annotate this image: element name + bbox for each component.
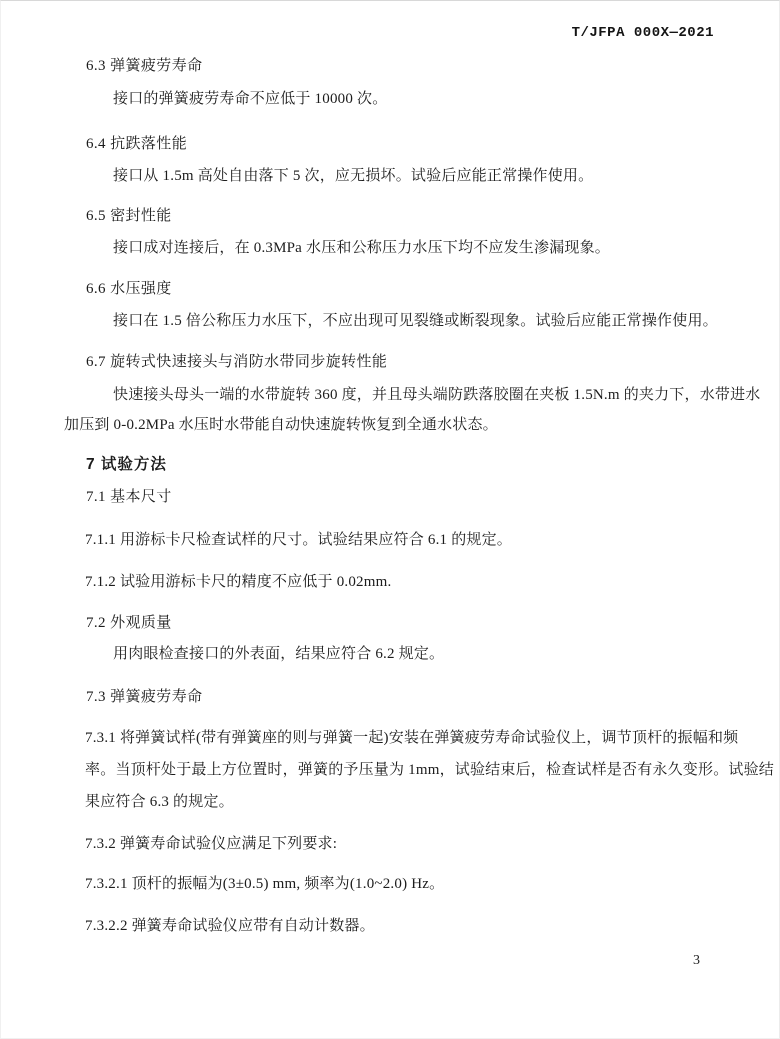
clause-6-4-heading: 6.4 抗跌落性能	[86, 136, 188, 152]
clause-6-7-paragraph-line-1: 快速接头母头一端的水带旋转 360 度，并且母头端防跌落胶圈在夹板 1.5N.m 的夹力下，水带进水	[113, 387, 761, 403]
clause-7-2-paragraph: 用肉眼检查接口的外表面，结果应符合 6.2 规定。	[113, 646, 445, 662]
clause-6-3-paragraph: 接口的弹簧疲劳寿命不应低于 10000 次。	[113, 91, 388, 107]
clause-6-3-heading: 6.3 弹簧疲劳寿命	[86, 58, 203, 74]
clause-6-7-paragraph-line-2: 加压到 0-0.2MPa 水压时水带能自动快速旋转恢复到全通水状态。	[64, 417, 498, 433]
clause-6-5-paragraph: 接口成对连接后，在 0.3MPa 水压和公称压力水压下均不应发生渗漏现象。	[113, 240, 610, 256]
chapter-7-heading: 7 试验方法	[86, 456, 167, 473]
clause-7-2-heading: 7.2 外观质量	[86, 615, 172, 631]
clause-6-6-paragraph: 接口在 1.5 倍公称压力水压下，不应出现可见裂缝或断裂现象。试验后应能正常操作使用。	[113, 313, 718, 329]
clause-7-3-2-paragraph: 7.3.2 弹簧寿命试验仪应满足下列要求:	[85, 836, 338, 852]
page-number: 3	[693, 953, 700, 968]
clause-6-4-paragraph: 接口从 1.5m 高处自由落下 5 次，应无损坏。试验后应能正常操作使用。	[113, 168, 594, 184]
clause-6-7-heading: 6.7 旋转式快速接头与消防水带同步旋转性能	[86, 354, 388, 370]
clause-7-3-1-paragraph-line-3: 果应符合 6.3 的规定。	[85, 794, 234, 810]
clause-7-1-2-paragraph: 7.1.2 试验用游标卡尺的精度不应低于 0.02mm.	[85, 574, 392, 590]
clause-7-3-1-paragraph-line-2: 率。当顶杆处于最上方位置时，弹簧的予压量为 1mm，试验结束后，检查试样是否有永久变形。试验结	[85, 762, 774, 778]
standard-code: T/JFPA 000X—2021	[571, 25, 714, 41]
clause-6-6-heading: 6.6 水压强度	[86, 281, 172, 297]
clause-6-5-heading: 6.5 密封性能	[86, 208, 172, 224]
clause-7-3-1-paragraph-line-1: 7.3.1 将弹簧试样(带有弹簧座的则与弹簧一起)安装在弹簧疲劳寿命试验仪上，调节顶杆的振幅和频	[85, 730, 739, 746]
clause-7-1-heading: 7.1 基本尺寸	[86, 489, 172, 505]
clause-7-3-2-2-paragraph: 7.3.2.2 弹簧寿命试验仪应带有自动计数器。	[85, 918, 375, 934]
clause-7-3-2-1-paragraph: 7.3.2.1 顶杆的振幅为(3±0.5) mm, 频率为(1.0~2.0) Hz。	[85, 876, 445, 892]
clause-7-3-heading: 7.3 弹簧疲劳寿命	[86, 689, 203, 705]
clause-7-1-1-paragraph: 7.1.1 用游标卡尺检查试样的尺寸。试验结果应符合 6.1 的规定。	[85, 532, 513, 548]
